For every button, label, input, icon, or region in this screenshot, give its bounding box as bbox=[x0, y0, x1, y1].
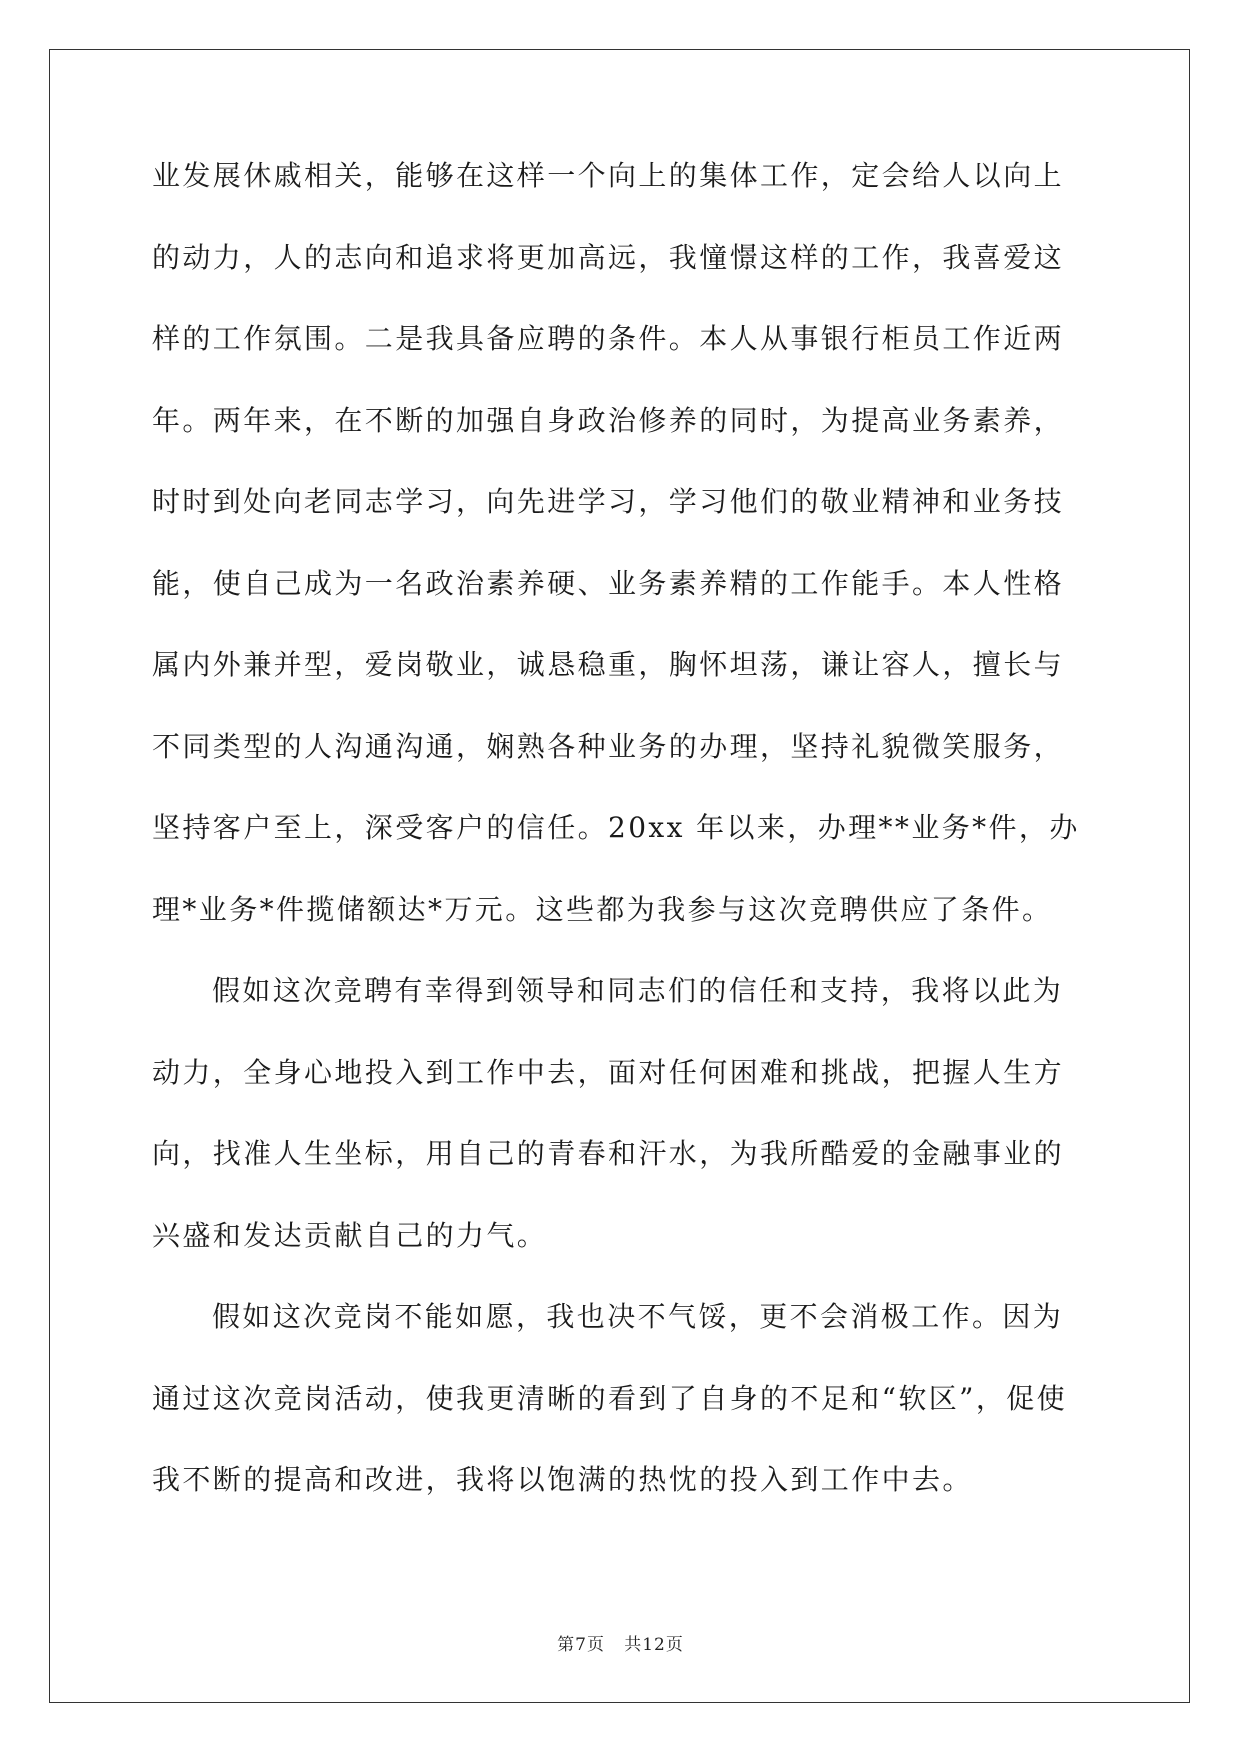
text-line: 的动力，人的志向和追求将更加高远，我憧憬这样的工作，我喜爱这 bbox=[152, 240, 1065, 274]
text-line-paragraph-start: 假如这次竞聘有幸得到领导和同志们的信任和支持，我将以此为 bbox=[212, 974, 1064, 1007]
text-line: 通过这次竞岗活动，使我更清晰的看到了自身的不足和“软区”，促使 bbox=[152, 1381, 1068, 1415]
text-line: 不同类型的人沟通沟通，娴熟各种业务的办理，坚持礼貌微笑服务， bbox=[152, 729, 1065, 763]
text-line: 时时到处向老同志学习，向先进学习，学习他们的敬业精神和业务技 bbox=[152, 485, 1065, 518]
text-line: 坚持客户至上，深受客户的信任。20xx 年以来，办理**业务*件，办 bbox=[152, 811, 1080, 844]
text-line: 样的工作氛围。二是我具备应聘的条件。本人从事银行柜员工作近两 bbox=[152, 322, 1065, 355]
text-line: 动力，全身心地投入到工作中去，面对任何困难和挑战，把握人生方 bbox=[152, 1055, 1065, 1089]
page-number: 第7页 bbox=[557, 1635, 605, 1655]
text-line: 我不断的提高和改进，我将以饱满的热忱的投入到工作中去。 bbox=[152, 1463, 973, 1496]
document-body bbox=[152, 159, 1092, 1548]
text-line: 向，找准人生坐标，用自己的青春和汗水，为我所酷爱的金融事业的 bbox=[152, 1137, 1065, 1170]
page-footer bbox=[0, 1630, 1241, 1655]
page-total: 共12页 bbox=[624, 1635, 684, 1655]
text-line: 年。两年来，在不断的加强自身政治修养的同时，为提高业务素养， bbox=[152, 403, 1065, 437]
text-line: 能，使自己成为一名政治素养硬、业务素养精的工作能手。本人性格 bbox=[152, 566, 1065, 600]
text-line: 兴盛和发达贡献自己的力气。 bbox=[152, 1218, 548, 1252]
text-line-paragraph-start: 假如这次竞岗不能如愿，我也决不气馁，更不会消极工作。因为 bbox=[212, 1300, 1064, 1333]
text-line: 理*业务*件揽储额达*万元。这些都为我参与这次竞聘供应了条件。 bbox=[152, 892, 1053, 926]
text-line: 业发展休戚相关，能够在这样一个向上的集体工作，定会给人以向上 bbox=[152, 159, 1065, 192]
text-line: 属内外兼并型，爱岗敬业，诚恳稳重，胸怀坦荡，谦让容人，擅长与 bbox=[152, 648, 1065, 681]
